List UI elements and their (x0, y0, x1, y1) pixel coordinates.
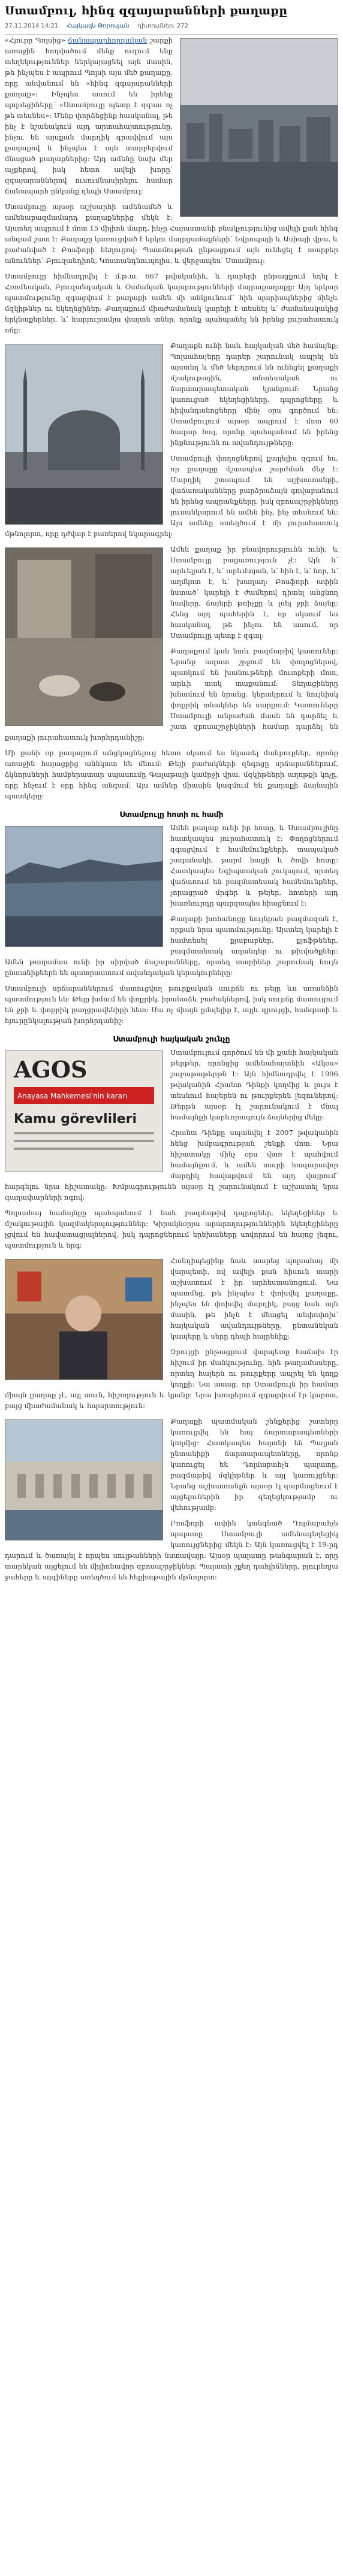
paragraph: Զրույցի ընթացքում վարպետը հաճախ էր հիշում իր մանկությունը, հին թաղամասերը, որտեղ հայերն ու թուրքերը ապրել են կողք կողքի։ Նա ասաց, որ Ստամբուլն իր համար միայն քաղաք չէ, այլ տուն, հիշողություն և կյանք։ Նրա խոսքերում զգացվում էր կարոտ, բայց միաժամանակ և հպարտություն։ (5, 1348, 338, 1410)
city-panorama-photo (180, 38, 338, 217)
article-views: դիտումներ: 272 (137, 23, 188, 29)
bosphorus-photo (5, 826, 163, 947)
palace-photo (5, 1419, 163, 1540)
section-heading: Ստամբուլի հայկական շունչը (113, 1034, 230, 1043)
paragraph: Ստամբուլի փողոցներով քայլելիս զգում ես, որ քաղաքը մշտապես շարժման մեջ է։ Մարդիկ շտապում են աշխատանքի, վաճառականները բարձրաձայն գովաբանում են իրենց ապրանքները, իսկ զբոսաշրջիկները լուսանկարում են ամեն ինչ, ինչ տեսնում են։ Այս ամենը ստեղծում է մի յուրահատուկ մթնոլորտ, որը դժվար է բառերով նկարագրել։ (5, 454, 338, 538)
street-cats-photo (5, 547, 163, 726)
paragraph: Մի քանի օր քաղաքում անցկացնելուց հետո սկսում ես նկատել մանրուքներ, որոնք առաջին հայացքից աննկատ են մնում։ Թեյի բաժակների զնգոցը սրճարաններում, ձկնորսների համբերատար սպասումը Գալաթայի կամրջի վրա, մզկիթների աղոթքի կոչը, որը հնչում է օրը հինգ անգամ։ Այս ամենը միասին կազմում են քաղաքի ձայնային պատկերը։ (5, 749, 338, 800)
agos-newspaper-photo (5, 1051, 163, 1172)
newspaper-masthead: AGOS (14, 1056, 88, 1083)
paragraph: Ամեն քաղաք ունի իր հոտը, և Ստամբուլինը հատկապես յուրահատուկ է։ Փողոցներում զգացվում է համեմունքների, տապակած շագանակի, թարմ հացի և ծովի հոտը։ Հատկապես Եգիպտական շուկայում, որտեղ վաճառում են բազմատեսակ համեմունքներ, չորացրած մրգեր և թեյեր, հոտերի այդ խառնուրդը պարզապես հիացնում է։ (170, 824, 338, 907)
section-heading: Ստամբուլը հոտի ու համի (119, 810, 224, 819)
craftsman-photo (5, 1259, 163, 1380)
paragraph: Ստամբուլը այսօր աշխարհի ամենամեծ և ամենաբազմամարդ քաղաքներից մեկն է։ Այստեղ ապրում է մոտ 15 միլիոն մարդ, ինչը Հայաստանի բնակչությունից ավելի քան հինգ անգամ շատ է։ Քաղաքը կառուցված է երկու մայրցամաքների՝ Եվրոպայի և Ասիայի վրա, և բաժանված է Բոսֆորի նեղուցով։ Պատմության ընթացքում այն ունեցել է տարբեր անուններ՝ Բյուզանդիոն, Կոստանդնուպոլիս, և վերջապես՝ Ստամբուլ։ (5, 202, 338, 265)
paragraph: Պոլսահայ համայնքը պահպանում է նաև բազմաթիվ դպրոցներ, եկեղեցիներ և մշակութային կազմակերպություններ։ Կիրակնօրյա արարողություններին եկեղեցիները լցվում են հավատացյալներով, իսկ դպրոցներում երեխաները սովորում են հայոց լեզու, պատմություն և երգ։ (5, 1209, 338, 1249)
paragraph: Հանդիպեցինք նաև տարեց պոլսահայ մի վարպետի, ով ավելի քան հիսուն տարի աշխատում է իր արհեստանոցում։ Նա պատմեց, թե ինչպես է փոխվել քաղաքը, ինչպես են փոխվել մարդիկ, բայց նաև այն մասին, թե ինչն է մնացել անփոփոխ՝ հայկական ավանդույթները, ընտանեկան կապերը և սերը դեպի հայրենիք։ (170, 1257, 338, 1340)
paragraph: Ստամբուլը հիմնադրվել է մ.թ.ա. 667 թվականին, և դարերի ընթացքում եղել է Հռոմեական, Բյուզանդական և Օսմանյան կայսրությունների մայրաքաղաքը։ Այդ երկար պատմությունը զգացվում է քաղաքի ամեն մի անկյունում՝ հին պարիսպներից մինչև մզկիթներ ու եկեղեցիներ։ Քաղաքում միաժամանակ կարելի է տեսնել և՛ ժամանակակից երկնաքերներ, և՛ հարյուրամյա փայտե տներ, որոնք պահպանել են իրենց յուրահատուկ ոճը։ (5, 272, 338, 334)
paragraph: Բոսֆորի ափին կանգնած Դոլմաբահչե պալատը Ստամբուլի ամենագեղեցիկ կառույցներից մեկն է։ Այն կառուցվել է 19-րդ դարում և ծառայել է որպես սուլթանների նստավայր։ Այսօր պալատը թանգարան է, որը տարեկան այցելում են միլիոնավոր զբոսաշրջիկներ։ Պալատի շքեղ դահլիճները, բյուրեղյա ջահերը և այգիները ստեղծում են հեքիաթային մթնոլորտ։ (5, 1519, 338, 1581)
article-title: Ստամբուլ, հինգ զգայարանների քաղաքը (5, 4, 288, 17)
newspaper-headline-1: Anayasa Mahkemesi'nin kararı (17, 1092, 128, 1100)
paragraph: Հրանտ Դինքը սպանվել է 2007 թվականին հենց խմբագրության շենքի մոտ։ Նրա հիշատակը մինչ օրս վառ է պահվում համայնքում, և ամեն տարի հազարավոր մարդիկ հավաքվում են այդ վայրում՝ հարգելու նրա հիշատակը։ Խմբագրությունն այսօր էլ շարունակում է աշխատել նրա գաղափարների ոգով։ (5, 1128, 338, 1201)
lead-text-2: շարքի առաջին հոդվածում մենք ուզում ենք տեղեկություններ ներկայացնել այն մասին, թե ինչպես է ապրում Պոլսի այս մեծ քաղաքը, որը անվանում են «հինգ զգայարանների քաղաք»։ Ինչպես ասում են իրենք պոլսեցիները՝ «Ստամբուլը պետք է զգաս ոչ թե տեսնես»։ Մենք փորձեցինք հասկանալ, թե ինչ է նշանակում այդ արտահայտությունը, ինչու են այսքան մարդիկ գրավվում այս քաղաքով և ինչպես է այն տարբերվում մնացած քաղաքներից։ Այդ ամենը նախ մեր աչքերով, իսկ հետո ավելի խորը՝ զգայարաններով ուսումնասիրելու համար ճանապարհ ընկանք դեպի Ստամբուլ։ (5, 36, 173, 195)
paragraph: Քաղաքն ունի նաև հայկական մեծ համայնք։ Պոլսահայերը դարեր շարունակ ապրել են այստեղ և մեծ ներդրում են ունեցել քաղաքի մշակութային, տնտեսական ու ճարտարապետական կյանքում։ Նրանց կառուցած եկեղեցիները, դպրոցները և հիվանդանոցները մինչ օրս գործում են։ Ստամբուլում այսօր ապրում է մոտ 60 հազար հայ, որոնք պահպանում են իրենց ինքնությունն ու ավանդույթները։ (170, 341, 338, 447)
newspaper-headline-2: Kamu görevlileri (14, 1112, 137, 1127)
article-author[interactable]: Հայկազն Թորոսյան (67, 23, 130, 29)
article-date: 27.11.2014 14:21 (5, 23, 59, 29)
article (5, 4, 338, 1587)
paragraph: Ստամբուլի սրճարաններում մատուցվող թուրքական սուրճն ու թեյը ևս առանձին պատմություն են։ Թեյը խմում են փոքրիկ, իրանաձև բաժակներով, իսկ սուրճը մատուցում են ջրի և փոքրիկ քաղցրավենիքի հետ։ Սա ոչ միայն ըմպելիք է, այլև զրույցի, հանգստի և հյուրընկալության խորհրդանիշ։ (5, 984, 338, 1025)
paragraph: Քաղաքի պատմական շենքերից շատերը կառուցվել են հայ ճարտարապետների կողմից։ Հատկապես հայտնի են Պալյան ընտանիքի ճարտարապետները, որոնք կառուցել են Դոլմաբահչե պալատը, բազմաթիվ մզկիթներ և այլ կառույցներ։ Նրանց աշխատանքն այսօր էլ զարմացնում է այցելուներին իր գեղեցկությամբ ու վեհությամբ։ (170, 1417, 338, 1512)
paragraph: Քաղաքի խոհանոցը նույնքան բազմազան է, որքան նրա պատմությունը։ Այստեղ կարելի է համտեսել քյաբաբներ, քյոֆթեներ, բազմատեսակ աղանդեր ու թխվածքներ։ Ամեն թաղամաս ունի իր սիրված ճաշարանները, որտեղ տարիներ շարունակ նույն ընտանիքներն են պատրաստում ավանդական կերակուրները։ (5, 915, 338, 977)
paragraph: Քաղաքում կան նաև բազմաթիվ կատուներ։ Նրանք ազատ շրջում են փողոցներով, պառկում են խանութների մուտքերի մոտ, արևի տակ տաքանում։ Տեղացիները խնամում են նրանց, կերակրում և նույնիսկ փոքրիկ տնակներ են սարքում։ Կատուները Ստամբուլի անբաժան մասն են դարձել և շատ զբոսաշրջիկների համար դարձել են քաղաքի յուրահատուկ խորհրդանիշը։ (5, 647, 338, 741)
paragraph: Ամեն քաղաք իր բնավորությունն ունի, և Ստամբուլը բացառություն չէ։ Այն և՛ արևելյան է, և՛ արևմտյան, և՛ հին է, և՛ նոր, և՛ աղմկոտ է, և՛ խաղաղ։ Բոսֆորի ափին նստած՝ կարելի է ժամերով դիտել անցնող նավերը, ճայերի թռիչքը և լսել ջրի ձայնը։ Հենց այդ պահերին է, որ սկսում ես հասկանալ, թե ինչու են ասում, որ Ստամբուլը պետք է զգալ։ (170, 545, 338, 640)
paragraph: Ստամբուլում գործում են մի քանի հայկական թերթեր, որոնցից ամենահայտնին «Ակօս» շաբաթաթերթն է։ Այն հիմնադրվել է 1996 թվականին Հրանտ Դինքի կողմից և լույս է տեսնում հայերեն ու թուրքերեն լեզուներով։ Թերթն այսօր էլ շարունակում է մնալ համայնքի կարևորագույն ձայներից մեկը։ (170, 1048, 338, 1121)
mosque-photo (5, 344, 163, 525)
lead-link[interactable]: ճանապարհորդական (68, 36, 148, 44)
lead-text-1: «Հյուրը Պոլսից» (5, 36, 68, 44)
article-meta (5, 20, 338, 35)
